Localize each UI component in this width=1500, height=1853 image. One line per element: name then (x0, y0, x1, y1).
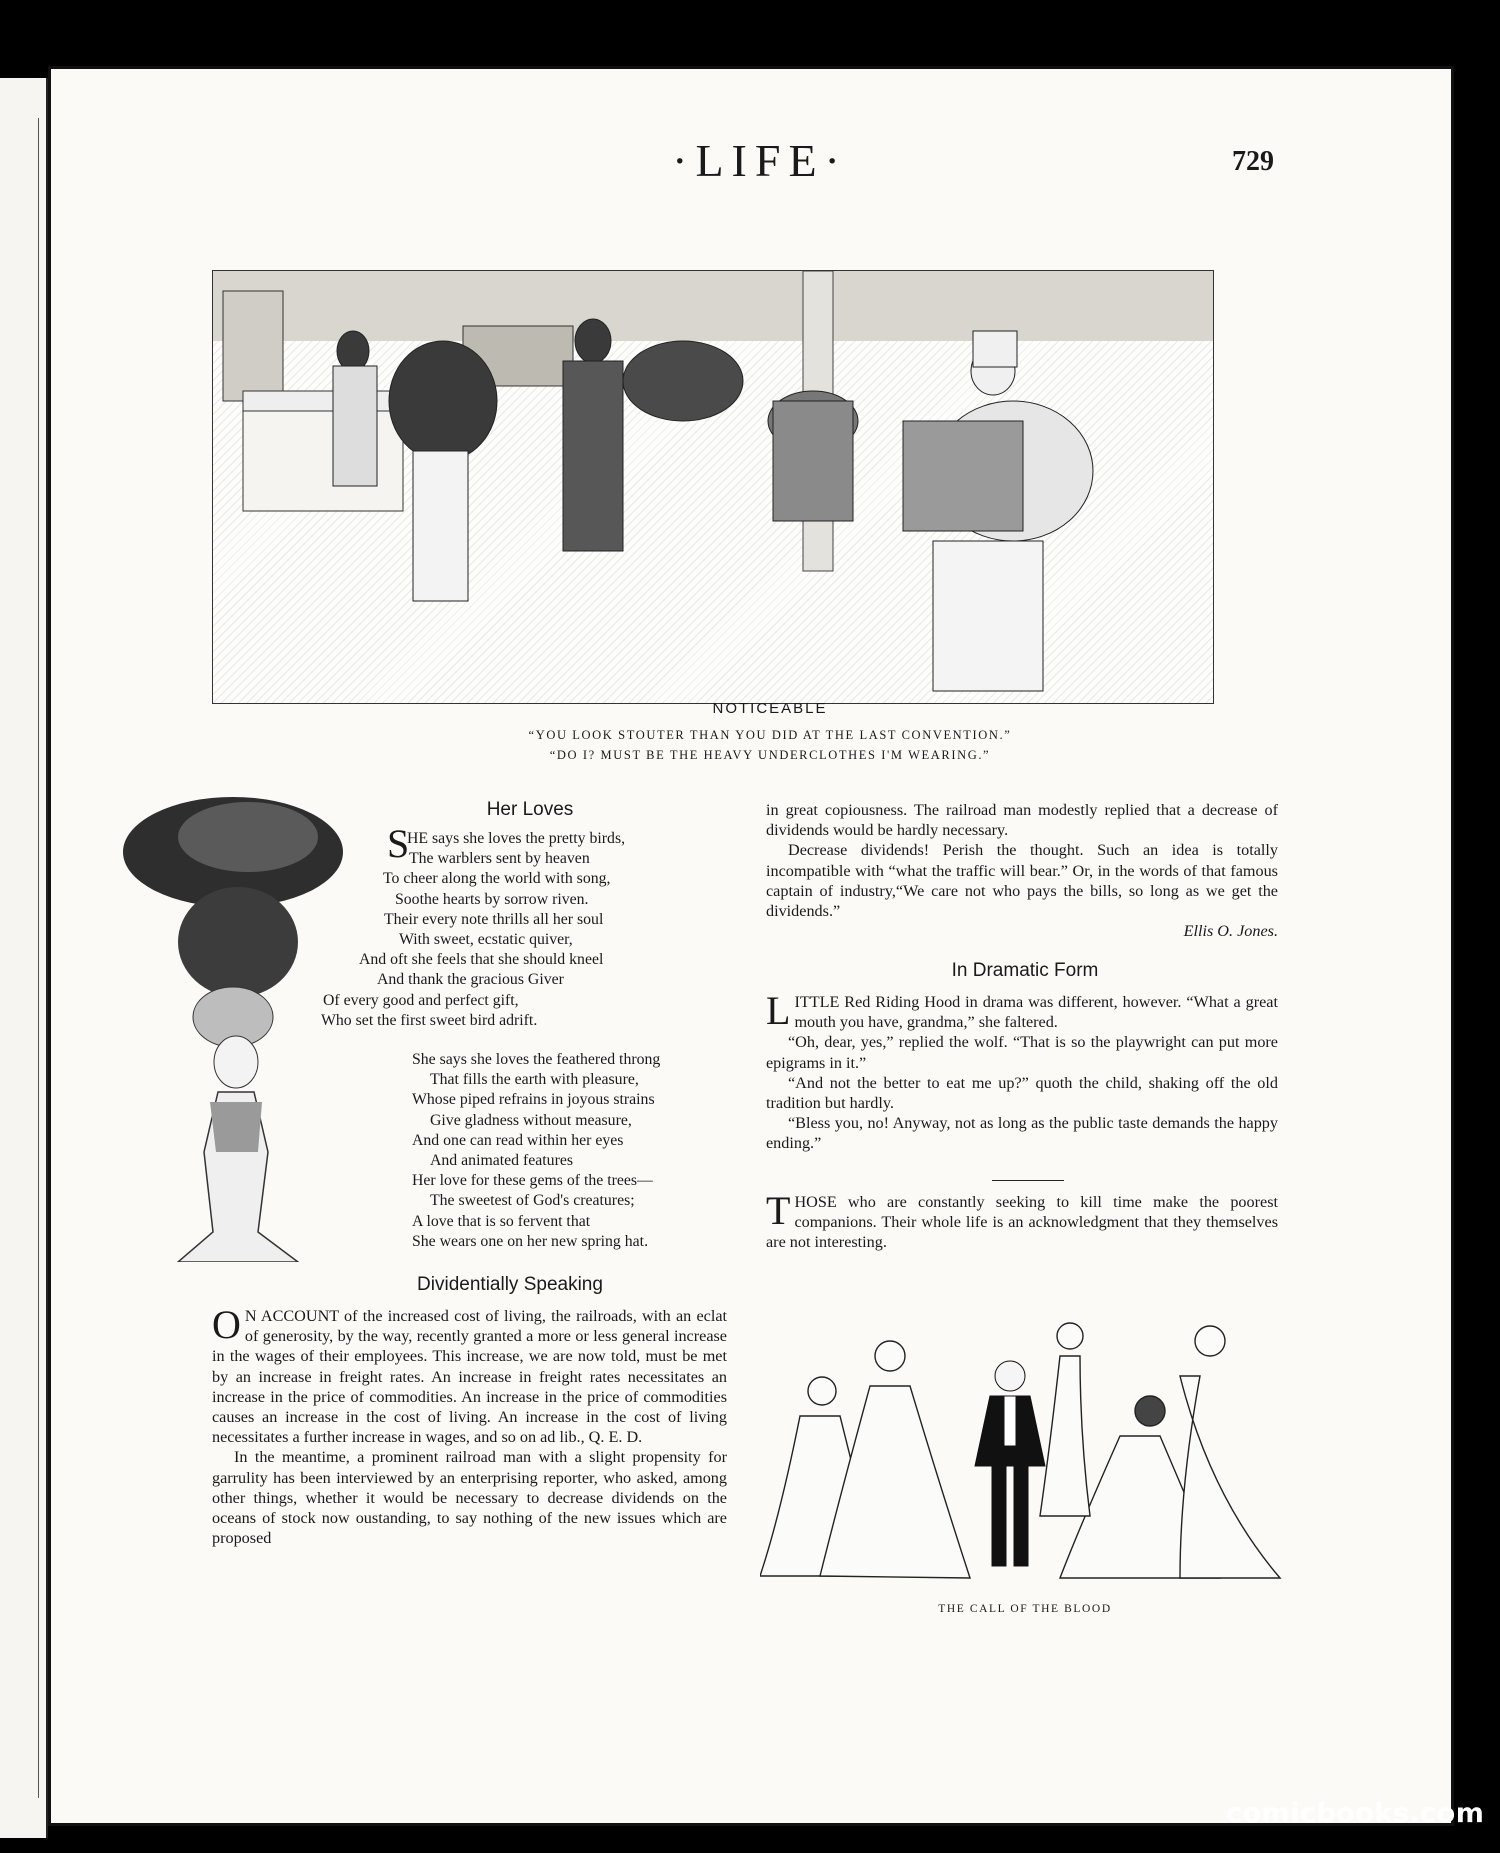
dividentially-para-1: N ACCOUNT of the increased cost of living, the railroads, with an eclat of generosity, by the way, recently granted a more or less general increase in the wages of their employees. This increase, we are now told, must be met by an increase in freight rates. An increase in freight rates necessitates an increase in the price of commodities. An increase in the price of commodities causes an increase in the cost of living. An increase in the cost of living necessitates a further increase in wages, and so on ad lib., Q. E. D. (212, 1307, 727, 1447)
her-loves-stanza-2 (412, 1050, 660, 1252)
poem-line: Their every note thrills all her soul (384, 910, 604, 928)
section-divider (992, 1180, 1064, 1181)
dividentially-signature: Ellis O. Jones. (1183, 922, 1278, 941)
bottom-cartoon-caption: THE CALL OF THE BLOOD (938, 1603, 1112, 1615)
dramatic-dropcap: L (766, 988, 791, 1033)
binding-seam (38, 118, 39, 1798)
her-loves-dropcap: S (387, 821, 410, 866)
poem-line: Her love for these gems of the trees— (412, 1172, 653, 1190)
dramatic-column (766, 988, 1278, 1154)
poem-line: With sweet, ecstatic quiver, (399, 931, 573, 949)
poem-line: That fills the earth with pleasure, (430, 1071, 639, 1089)
kill-time-text: HOSE who are constantly seeking to kill time make the poorest companions. Their whole life is an acknowledgment that they themselves are not interesting. (766, 1193, 1278, 1252)
dividentially-heading: Dividentially Speaking (417, 1274, 603, 1295)
masthead-title: ·LIFE· (672, 135, 848, 186)
her-loves-heading: Her Loves (486, 799, 574, 820)
poem-line: To cheer along the world with song, (383, 870, 611, 888)
poem-line: Soothe hearts by sorrow riven. (395, 890, 589, 908)
right-column-continuation (766, 800, 1278, 941)
dividentially-para-4: Decrease dividends! Perish the thought. Such an idea is totally incompatible with “what the traffic will bear.” Or, in the words of that famous captain of industry,“We care not who pays the bills, so long as we get the dividends.” (766, 841, 1278, 921)
top-cartoon-caption-line-1: “YOU LOOK STOUTER THAN YOU DID AT THE LAST CONVENTION.” (528, 728, 1012, 742)
kill-time-dropcap: T (766, 1188, 791, 1233)
dividentially-para-2: In the meantime, a prominent railroad man with a slight propensity for garrulity has been interviewed by an enterprising reporter, who asked, among other things, whether it would be necessary to decrease dividends on the oceans of stock now oustanding, to say nothing of the new issues which are proposed (212, 1448, 727, 1548)
bottom-cartoon-illustration (760, 1296, 1285, 1581)
dramatic-para-4: “Bless you, no! Anyway, not as long as the public taste demands the happy ending.” (766, 1114, 1278, 1153)
top-cartoon-illustration (212, 270, 1214, 704)
poem-line: HE says she loves the pretty birds, (407, 830, 626, 847)
poem-line: She wears one on her new spring hat. (412, 1232, 649, 1250)
dividentially-column (212, 1302, 727, 1548)
poem-line: The warblers sent by heaven (409, 850, 590, 868)
poem-line: And thank the gracious Giver (377, 971, 564, 989)
bottom-cartoon-drawing (760, 1296, 1285, 1581)
poem-line: The sweetest of God's creatures; (430, 1192, 635, 1210)
her-loves-stanza-1 (321, 821, 626, 1031)
kill-time-column (766, 1188, 1278, 1253)
poem-line: And oft she feels that she should kneel (359, 951, 604, 969)
dramatic-para-2: “Oh, dear, yes,” replied the wolf. “That is so the playwright can put more epigrams in it.” (766, 1033, 1278, 1072)
dividentially-para-3: in great copiousness. The railroad man modestly replied that a decrease of dividends would be hardly necessary. (766, 801, 1278, 840)
poem-line: Who set the first sweet bird adrift. (321, 1011, 538, 1029)
dramatic-para-1: ITTLE Red Riding Hood in drama was different, however. “What a great mouth you have, grandma,” she faltered. (794, 993, 1278, 1032)
top-cartoon-caption-line-2: “DO I? MUST BE THE HEAVY UNDERCLOTHES I'M WEARING.” (549, 748, 991, 762)
dividentially-dropcap: O (212, 1302, 241, 1347)
comicbooks-watermark: comicbooks.com (1226, 1798, 1485, 1829)
poem-line: A love that is so fervent that (412, 1212, 591, 1230)
top-cartoon-drawing (213, 271, 1213, 703)
poem-line: And one can read within her eyes (412, 1131, 624, 1149)
poem-line: Give gladness without measure, (430, 1111, 632, 1129)
poem-line: She says she loves the feathered throng (412, 1051, 661, 1068)
dramatic-heading: In Dramatic Form (951, 960, 1099, 981)
poem-line: Of every good and perfect gift, (323, 991, 519, 1009)
top-cartoon-title: NOTICEABLE (712, 700, 828, 717)
poem-line: Whose piped refrains in joyous strains (412, 1091, 655, 1109)
page-number: 729 (1232, 146, 1274, 177)
binding-strip (0, 78, 48, 1838)
dramatic-para-3: “And not the better to eat me up?” quoth the child, shaking off the old tradition but hardly. (766, 1073, 1278, 1113)
poem-line: And animated features (430, 1152, 573, 1170)
